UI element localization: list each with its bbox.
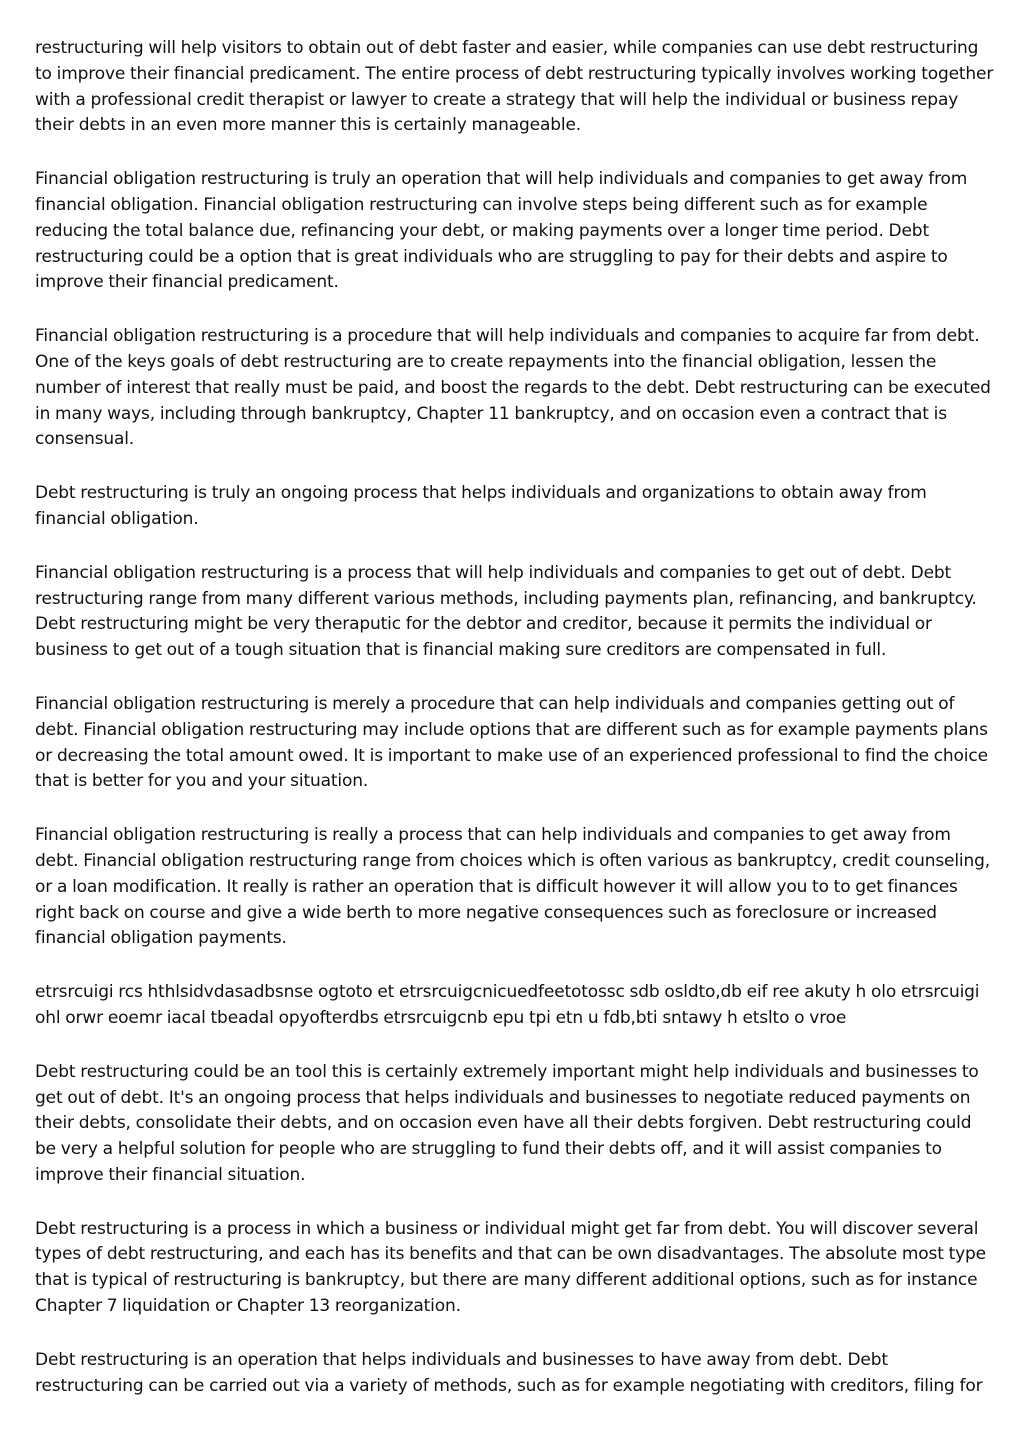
- paragraph-10: Debt restructuring is a process in which a business or individual might get far from debt. You will discover several types of debt restructuring, and each has its benefits and that can be own disadvantages. The absolute most type that is typical of restructuring is bankruptcy, but there are many different additional options, such as for instance Chapter 7 liquidation or Chapter 13 reorganization.: [35, 1218, 986, 1317]
- paragraph-5: Financial obligation restructuring is a process that will help individuals and companies to get out of debt. Debt restructuring range from many different various methods, including payments plan, refinancing, and bankruptcy. Debt restructuring might be very theraputic for the debtor and creditor, because it permits the individual or business to get out of a tough situation that is financial making sure creditors are compensated in full.: [35, 562, 977, 661]
- paragraph-11: Debt restructuring is an operation that helps individuals and businesses to have away from debt. Debt restructuring can be carried out via a variety of methods, such as for example negotiating with creditors, filing for: [35, 1349, 983, 1396]
- paragraph-2: Financial obligation restructuring is truly an operation that will help individuals and companies to get away from financial obligation. Financial obligation restructuring can involve steps being different such as for example reducing the total balance due, refinancing your debt, or making payments over a longer time period. Debt restructuring could be a option that is great individuals who are struggling to pay for their debts and aspire to improve their financial predicament.: [35, 169, 968, 293]
- paragraph-8: etrsrcuigi rcs hthlsidvdasadbsnse ogtoto et etrsrcuigcnicuedfeetotossc sdb osldto,db eif ree akuty h olo etrsrcuigi ohl orwr eoemr iacal tbeadal opyofterdbs etrsrcuigcnb epu tpi etn u fdb,bti sntawy h etslto o vroe: [35, 982, 980, 1028]
- paragraph-9: Debt restructuring could be an tool this is certainly extremely important might help individuals and businesses to get out of debt. It's an ongoing process that helps individuals and businesses to negotiate reduced payments on their debts, consolidate their debts, and on occasion even have all their debts forgiven. Debt restructuring could be very a helpful solution for people who are struggling to fund their debts off, and it will assist companies to improve their financial situation.: [35, 1061, 979, 1185]
- paragraph-4: Debt restructuring is truly an ongoing process that helps individuals and organizations to obtain away from financial obligation.: [35, 483, 927, 529]
- paragraph-6: Financial obligation restructuring is merely a procedure that can help individuals and companies getting out of debt. Financial obligation restructuring may include options that are different such as for example payments plans or decreasing the total amount owed. It is important to make use of an experienced professional to find the choice that is better for you and your situation.: [35, 693, 988, 792]
- paragraph-7: Financial obligation restructuring is really a process that can help individuals and companies to get away from debt. Financial obligation restructuring range from choices which is often various as bankruptcy, credit counseling, or a loan modification. It really is rather an operation that is difficult however it will allow you to to get finances right back on course and give a wide berth to more negative consequences such as foreclosure or increased financial obligation payments.: [35, 825, 991, 949]
- paragraph-1: restructuring will help visitors to obtain out of debt faster and easier, while companies can use debt restructuring to improve their financial predicament. The entire process of debt restructuring typically involves working together with a professional credit therapist or lawyer to create a strategy that will help the individual or business repay their debts in an even more manner this is certainly manageable.: [35, 38, 994, 136]
- paragraph-3: Financial obligation restructuring is a procedure that will help individuals and companies to acquire far from debt. One of the keys goals of debt restructuring are to create repayments into the financial obligation, lessen the number of interest that really must be paid, and boost the regards to the debt. Debt restructuring can be executed in many ways, including through bankruptcy, Chapter 11 bankruptcy, and on occasion even a contract that is consensual.: [35, 326, 991, 450]
